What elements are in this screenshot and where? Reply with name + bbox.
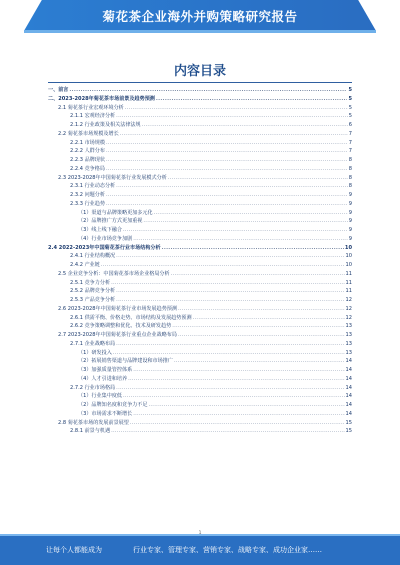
toc-leader-dots — [106, 147, 348, 156]
toc-leader-dots — [101, 261, 345, 270]
toc-entry-page: 11 — [345, 288, 352, 295]
toc-entry-page: 14 — [345, 367, 352, 373]
toc-leader-dots — [120, 130, 348, 139]
toc-entry[interactable] — [48, 305, 352, 314]
toc-entry-title: 2.7 2023-2028年中国菊花茶行业重点企业战略布局 — [58, 332, 177, 338]
toc-leader-dots — [116, 112, 348, 121]
toc-entry-page: 7 — [348, 139, 352, 146]
toc-entry[interactable] — [48, 261, 352, 270]
toc-entry-title: 2.6 2023-2028年中国菊花茶行业市场发展趋势预测 — [58, 305, 177, 312]
toc-top-rule — [48, 82, 352, 83]
toc-leader-dots — [178, 331, 345, 340]
toc-entry[interactable] — [48, 130, 352, 139]
toc-entry-title: 2.2.2 人群分布 — [70, 148, 105, 155]
toc-entry-page: 5 — [348, 87, 352, 93]
toc-entry-page: 12 — [345, 314, 352, 321]
toc-entry-page: 13 — [345, 323, 352, 330]
toc-entry-title: 2.5.3 产品竞争分析 — [70, 297, 116, 303]
toc-entry[interactable] — [48, 121, 352, 130]
toc-entry[interactable] — [48, 104, 352, 113]
toc-leader-dots — [111, 427, 344, 436]
toc-entry-title: （3）线上线下融合 — [78, 227, 122, 233]
toc-entry[interactable] — [48, 112, 352, 121]
toc-entry-page: 8 — [348, 183, 352, 190]
toc-leader-dots — [171, 270, 345, 279]
toc-entry[interactable] — [48, 357, 352, 366]
toc-entry-title: 2.4 2022-2023年中国菊花茶行业市场结构分析 — [48, 244, 161, 251]
toc-entry[interactable] — [48, 401, 352, 410]
toc-leader-dots — [116, 384, 344, 393]
toc-entry-page: 8 — [348, 174, 352, 181]
toc-entry[interactable] — [48, 156, 352, 165]
toc-entry-page: 6 — [348, 122, 352, 128]
toc-entry-title: 2.5 企业竞争分析：中国菊花茶市场企业格局分析 — [58, 270, 170, 277]
toc-entry-page: 14 — [345, 358, 352, 365]
toc-entry-title: 2.8.1 前景与机遇 — [70, 428, 111, 435]
toc-entry-title: 2.1.2 行业政策及相关法律法规 — [70, 122, 141, 128]
toc-entry[interactable] — [48, 322, 352, 331]
toc-leader-dots — [168, 174, 348, 183]
toc-entry[interactable] — [48, 384, 352, 393]
toc-leader-dots — [156, 95, 348, 104]
toc-entry-page: 10 — [345, 262, 352, 268]
toc-entry-title: 2.2.4 竞争格局 — [70, 165, 105, 172]
toc-leader-dots — [106, 139, 348, 148]
toc-entry-title: （1）研发投入 — [78, 349, 112, 356]
toc-entry-page: 9 — [348, 192, 352, 198]
header-stripe — [24, 30, 376, 33]
toc-entry-page: 12 — [345, 305, 352, 312]
toc-leader-dots — [116, 340, 344, 349]
toc-entry-page: 10 — [345, 253, 352, 260]
toc-leader-dots — [130, 419, 345, 428]
toc-entry[interactable] — [48, 349, 352, 358]
page-footer — [0, 534, 400, 565]
toc-leader-dots — [128, 375, 344, 384]
toc-entry-title: 2.6.1 供需平衡、价格走势、市场结构及发展趋势预测 — [70, 314, 192, 321]
toc-leader-dots — [154, 209, 348, 218]
toc-entry[interactable] — [48, 174, 352, 183]
toc-entry[interactable] — [48, 287, 352, 296]
toc-leader-dots — [116, 252, 344, 261]
toc-entry[interactable] — [48, 86, 352, 95]
toc-leader-dots — [106, 156, 348, 165]
toc-entry[interactable] — [48, 427, 352, 436]
toc-entry[interactable] — [48, 165, 352, 174]
toc-entry[interactable] — [48, 340, 352, 349]
toc-leader-dots — [162, 244, 344, 253]
toc-leader-dots — [111, 279, 344, 288]
toc-entry-title: 2.2.1 市场规模 — [70, 139, 105, 146]
toc-entry-title: 2.1 菊花茶行业宏观环境分析 — [58, 104, 124, 111]
toc-entry-page: 14 — [345, 384, 352, 391]
table-of-contents — [48, 86, 352, 436]
footer-slogan-right: 行业专家、管理专家、营销专家、战略专家、成功企业家…… — [133, 546, 322, 554]
toc-entry-title: 2.3 2023-2028年中国菊花茶行业发展模式分析 — [58, 174, 167, 181]
toc-leader-dots — [193, 314, 345, 323]
toc-entry-title: 二、2023-2028年菊花茶市场前景及趋势预测 — [48, 95, 155, 102]
toc-entry-page: 5 — [348, 95, 352, 102]
toc-entry[interactable] — [48, 217, 352, 226]
toc-entry-title: 2.2.3 品牌现状 — [70, 157, 105, 163]
footer-accent — [0, 534, 400, 536]
toc-entry-page: 14 — [345, 410, 352, 417]
toc-entry-title: 2.2 菊花茶市场规模及增长 — [58, 130, 119, 137]
footer-slogan-left: 让每个人都能成为 — [46, 546, 102, 554]
toc-leader-dots — [172, 322, 344, 331]
toc-entry-title: （3）加强质量管控体系 — [78, 367, 133, 373]
toc-entry[interactable] — [48, 191, 352, 200]
toc-leader-dots — [113, 349, 345, 358]
toc-entry-page: 11 — [345, 270, 352, 277]
toc-entry-page: 7 — [348, 130, 352, 137]
toc-entry-title: 2.8 菊花茶市场的发展前景展望 — [58, 419, 129, 426]
toc-heading: 内容目录 — [173, 64, 226, 79]
toc-entry-title: 2.1.1 宏观经济分析 — [70, 113, 116, 120]
toc-entry[interactable] — [48, 314, 352, 323]
toc-leader-dots — [106, 200, 348, 209]
toc-entry-page: 5 — [348, 113, 352, 120]
toc-leader-dots — [106, 165, 348, 174]
toc-leader-dots — [174, 357, 345, 366]
toc-entry-page: 13 — [345, 332, 352, 338]
toc-entry-page: 8 — [348, 165, 352, 172]
toc-entry-title: （2）拓展销售渠道与品牌建设和市场推广 — [78, 358, 173, 365]
toc-leader-dots — [69, 86, 347, 95]
toc-entry-page: 14 — [345, 402, 352, 408]
toc-entry[interactable] — [48, 226, 352, 235]
toc-entry[interactable] — [48, 209, 352, 218]
toc-entry[interactable] — [48, 375, 352, 384]
toc-entry-title: 2.4.2 产业链 — [70, 262, 100, 268]
toc-leader-dots — [148, 401, 344, 410]
toc-entry-page: 12 — [345, 297, 352, 303]
report-title: 菊花茶企业海外并购策略研究报告 — [102, 9, 298, 24]
toc-entry[interactable] — [48, 244, 352, 253]
toc-entry-page: 7 — [348, 148, 352, 155]
toc-entry-title: 2.5.2 品牌竞争分析 — [70, 288, 116, 295]
toc-entry[interactable] — [48, 366, 352, 375]
toc-entry[interactable] — [48, 182, 352, 191]
toc-leader-dots — [116, 296, 344, 305]
toc-entry[interactable] — [48, 252, 352, 261]
toc-entry[interactable] — [48, 296, 352, 305]
toc-entry-title: （1）渠道与品牌策略更加多元化 — [78, 209, 153, 216]
toc-entry-page: 14 — [345, 375, 352, 382]
toc-entry-title: 2.7.2 行业市场格局 — [70, 384, 116, 391]
toc-entry[interactable] — [48, 331, 352, 340]
toc-entry-title: （4）人才引进和培养 — [78, 375, 128, 382]
toc-entry[interactable] — [48, 410, 352, 419]
toc-entry[interactable] — [48, 392, 352, 401]
toc-leader-dots — [123, 392, 345, 401]
toc-leader-dots — [133, 235, 348, 244]
toc-entry[interactable] — [48, 235, 352, 244]
toc-entry-page: 11 — [345, 279, 352, 286]
toc-entry[interactable] — [48, 95, 352, 104]
toc-entry-page: 5 — [348, 104, 352, 111]
toc-entry-page: 10 — [344, 244, 352, 251]
toc-leader-dots — [178, 305, 345, 314]
toc-entry-title: 2.5.1 竞争力分析 — [70, 279, 111, 286]
toc-entry-title: （3）市场需求不断增长 — [78, 410, 133, 417]
toc-entry-title: 2.6.2 竞争策略调整和优化、技术及研发趋势 — [70, 323, 172, 330]
toc-leader-dots — [123, 226, 348, 235]
toc-entry-title: 一、前言 — [48, 87, 69, 93]
toc-leader-dots — [133, 366, 344, 375]
toc-entry-title: 2.3.1 行业动态分析 — [70, 183, 116, 190]
toc-entry-page: 15 — [345, 428, 352, 435]
toc-entry-title: 2.3.2 问题分析 — [70, 192, 105, 198]
toc-entry-page: 15 — [345, 419, 352, 426]
toc-leader-dots — [116, 182, 348, 191]
toc-entry[interactable] — [48, 139, 352, 148]
toc-entry-page: 9 — [348, 227, 352, 233]
toc-entry-title: （1）行业集中度低 — [78, 393, 122, 400]
toc-entry[interactable] — [48, 270, 352, 279]
toc-entry-page: 9 — [348, 209, 352, 216]
toc-leader-dots — [125, 104, 348, 113]
page-header — [0, 0, 400, 34]
toc-leader-dots — [133, 410, 344, 419]
toc-entry-title: （2）品牌推广方式更加重视 — [78, 218, 143, 225]
toc-leader-dots — [142, 121, 348, 130]
toc-entry-page: 13 — [345, 340, 352, 347]
toc-leader-dots — [116, 287, 344, 296]
toc-entry-page: 9 — [348, 235, 352, 242]
toc-entry[interactable] — [48, 147, 352, 156]
toc-entry-title: （4）行业市场竞争加剧 — [78, 235, 133, 242]
toc-entry[interactable] — [48, 200, 352, 209]
toc-leader-dots — [143, 217, 347, 226]
toc-entry-title: 2.7.1 企业战略布局 — [70, 340, 116, 347]
toc-entry-page: 9 — [348, 200, 352, 207]
toc-leader-dots — [106, 191, 348, 200]
toc-entry[interactable] — [48, 419, 352, 428]
toc-entry-page: 9 — [348, 218, 352, 225]
toc-entry-title: （2）品牌知名度和竞争力不足 — [78, 402, 148, 408]
toc-entry-title: 2.4.1 行业结构概况 — [70, 253, 116, 260]
toc-entry[interactable] — [48, 279, 352, 288]
toc-entry-page: 8 — [348, 157, 352, 163]
toc-entry-title: 2.3.3 行业趋势 — [70, 200, 105, 207]
toc-entry-page: 13 — [345, 349, 352, 356]
toc-entry-page: 14 — [345, 393, 352, 400]
